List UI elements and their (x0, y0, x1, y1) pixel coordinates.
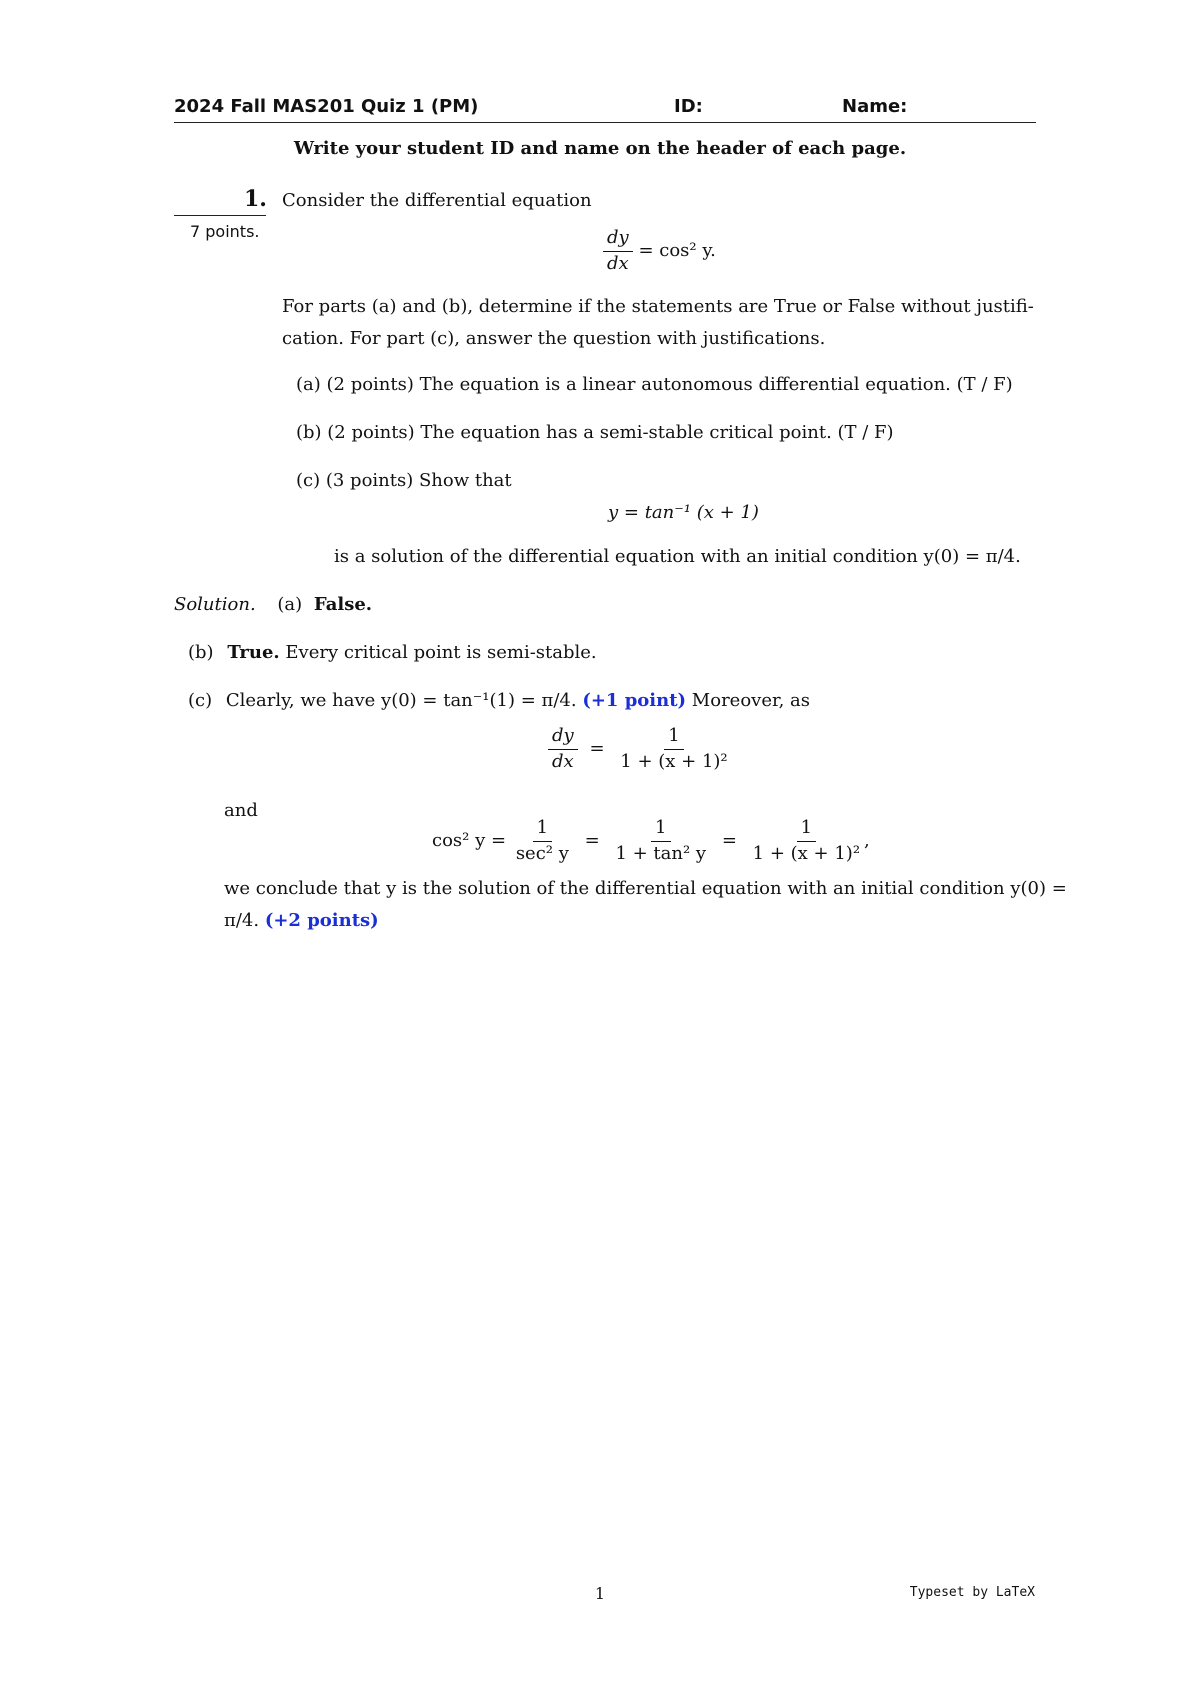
cos-frac-1-num: 1 (533, 818, 552, 842)
main-eq-fraction (603, 228, 633, 274)
cos-frac-3-num: 1 (797, 818, 816, 842)
solution-c-text: Clearly, we have y(0) = tan⁻¹(1) = π/4. (225, 690, 577, 711)
solution-c-more: Moreover, as (691, 690, 811, 711)
para-line2: cation. For part (c), answer the question with justifications. (282, 328, 826, 349)
conclusion-pi: π/4. (224, 910, 260, 931)
question-points: 7 points. (190, 222, 260, 241)
derivative-lhs (548, 726, 578, 772)
cos-frac-2-num: 1 (651, 818, 670, 842)
derivative-lhs-num: dy (548, 726, 578, 750)
solution-a-prefix: (a) (277, 594, 303, 615)
derivative-rhs-den: 1 + (x + 1)² (620, 750, 728, 772)
cos-frac-2-den: 1 + tan² y (615, 842, 707, 864)
solution-b-prefix: (b) (188, 642, 214, 663)
typeset-note: Typeset by LaTeX (909, 1585, 1035, 1600)
question-intro: Consider the differential equation (282, 190, 592, 211)
name-label: Name: (842, 96, 908, 117)
main-eq-num: dy (603, 228, 633, 252)
point-award-2: (+2 points) (264, 910, 379, 931)
solution-a (174, 594, 372, 615)
solution-a-answer: False. (313, 594, 373, 615)
id-label: ID: (674, 96, 703, 117)
solution-label: Solution. (174, 594, 256, 615)
part-a: (a) (2 points) The equation is a linear autonomous differential equation. (T / F) (296, 374, 1013, 395)
conclusion-line1: we conclude that y is the solution of the differential equation with an initial condition y(0) = (224, 878, 1067, 899)
derivative-equation: $\frac{dy}{dx}$ = $\frac{1}{\text{1 + (x + 1)²}}$ (548, 726, 732, 772)
part-c: (c) (3 points) Show that (296, 470, 512, 491)
page-header (174, 92, 1036, 123)
para-line1: For parts (a) and (b), determine if the statements are True or False without justifi- (282, 296, 1034, 317)
and-word: and (224, 800, 258, 821)
solution-b-answer: True. (227, 642, 280, 663)
part-c-tail: is a solution of the differential equation with an initial condition y(0) = π/4. (334, 546, 1021, 567)
derivative-lhs-den: dx (552, 750, 574, 772)
cos-frac-3 (749, 818, 864, 864)
instruction: Write your student ID and name on the header of each page. (293, 138, 907, 159)
part-b: (b) (2 points) The equation has a semi-stable critical point. (T / F) (296, 422, 894, 443)
main-equation (603, 228, 716, 274)
cos-frac-1-den: sec² y (515, 842, 569, 864)
solution-c-prefix: (c) (188, 690, 213, 711)
question-rule (174, 215, 266, 216)
point-award-1: (+1 point) (582, 690, 687, 711)
cos-frac-1 (512, 818, 573, 864)
solution-b-rest: Every critical point is semi-stable. (285, 642, 597, 663)
part-c-equation: y = tan⁻¹ (x + 1) (608, 502, 759, 523)
solution-c (188, 690, 810, 711)
solution-b (188, 642, 597, 663)
main-eq-den: dx (607, 252, 629, 274)
cos-equation: cos² y = $\frac{1}{\text{sec² y}}$ = $\frac{1}{\text{1 + tan² y}}$ = $\frac{1}{\text{1 + (x + 1)²}}$ , (432, 817, 870, 864)
derivative-rhs-num: 1 (664, 726, 683, 750)
cos-lhs: cos² y = (432, 830, 507, 852)
conclusion-line2 (224, 910, 379, 931)
question-number: 1. (244, 186, 267, 212)
page-number: 1 (594, 1584, 606, 1603)
quiz-title: 2024 Fall MAS201 Quiz 1 (PM) (174, 96, 479, 117)
cos-frac-2 (611, 818, 710, 864)
cos-frac-3-den: 1 + (x + 1)² (752, 842, 861, 864)
derivative-rhs (616, 726, 731, 772)
main-eq-rhs: = cos² y. (638, 240, 716, 262)
